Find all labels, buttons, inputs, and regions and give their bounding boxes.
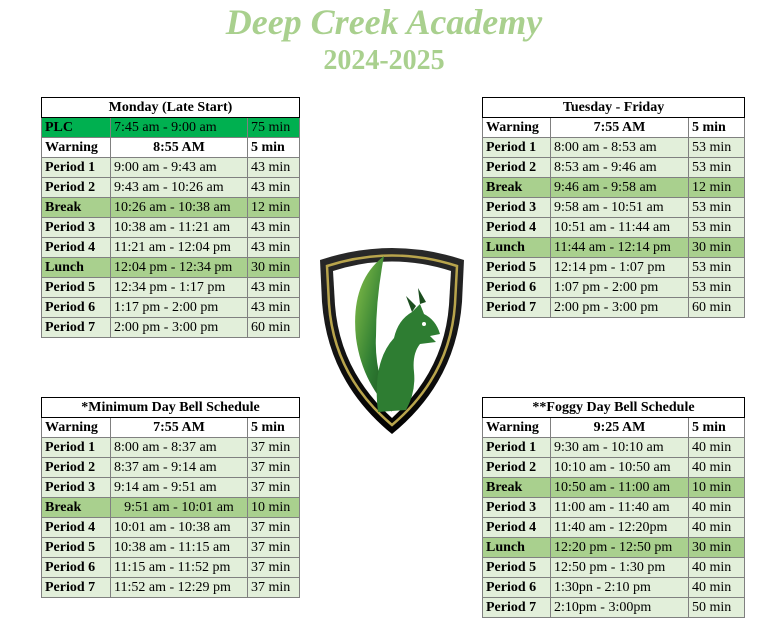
table-row — [42, 318, 300, 338]
table-row — [42, 118, 300, 138]
table-row — [42, 458, 300, 478]
duration: 12 min — [248, 198, 300, 218]
time-range: 2:10pm - 3:00pm — [551, 598, 689, 618]
table-row — [483, 178, 745, 198]
period-label: Period 2 — [42, 458, 111, 478]
duration: 53 min — [689, 258, 745, 278]
duration: 10 min — [689, 478, 745, 498]
duration: 43 min — [248, 238, 300, 258]
duration: 37 min — [248, 478, 300, 498]
table-row — [483, 278, 745, 298]
table-row — [42, 478, 300, 498]
duration: 40 min — [689, 558, 745, 578]
duration: 43 min — [248, 158, 300, 178]
time-range: 9:00 am - 9:43 am — [111, 158, 248, 178]
duration: 40 min — [689, 458, 745, 478]
period-label: Break — [483, 178, 551, 198]
period-label: Period 2 — [483, 158, 551, 178]
table-row — [483, 458, 745, 478]
period-label: Warning — [483, 118, 551, 138]
period-label: Warning — [42, 418, 111, 438]
period-label: Period 3 — [42, 218, 111, 238]
duration: 53 min — [689, 138, 745, 158]
time-range: 10:51 am - 11:44 am — [551, 218, 689, 238]
time-range: 2:00 pm - 3:00 pm — [551, 298, 689, 318]
table-row — [42, 198, 300, 218]
table-row — [483, 578, 745, 598]
period-label: Break — [42, 198, 111, 218]
time-range: 8:55 AM — [111, 138, 248, 158]
period-label: Period 1 — [483, 438, 551, 458]
duration: 30 min — [248, 258, 300, 278]
duration: 50 min — [689, 598, 745, 618]
table-title: Monday (Late Start) — [42, 98, 300, 118]
table-row — [483, 158, 745, 178]
time-range: 12:34 pm - 1:17 pm — [111, 278, 248, 298]
period-label: Lunch — [483, 538, 551, 558]
time-range: 10:38 am - 11:15 am — [111, 538, 248, 558]
table-row — [42, 218, 300, 238]
time-range: 8:53 am - 9:46 am — [551, 158, 689, 178]
table-title: Tuesday - Friday — [483, 98, 745, 118]
table-row — [483, 518, 745, 538]
time-range: 1:17 pm - 2:00 pm — [111, 298, 248, 318]
duration: 10 min — [248, 498, 300, 518]
table-row — [42, 298, 300, 318]
time-range: 7:55 AM — [551, 118, 689, 138]
time-range: 1:07 pm - 2:00 pm — [551, 278, 689, 298]
duration: 43 min — [248, 278, 300, 298]
time-range: 9:43 am - 10:26 am — [111, 178, 248, 198]
time-range: 9:25 AM — [551, 418, 689, 438]
duration: 37 min — [248, 518, 300, 538]
period-label: Period 4 — [42, 518, 111, 538]
duration: 37 min — [248, 538, 300, 558]
time-range: 7:55 AM — [111, 418, 248, 438]
duration: 40 min — [689, 438, 745, 458]
time-range: 9:46 am - 9:58 am — [551, 178, 689, 198]
table-title: *Minimum Day Bell Schedule — [42, 398, 300, 418]
table-row — [42, 578, 300, 598]
table-row — [483, 478, 745, 498]
monday-schedule-table — [41, 97, 300, 338]
period-label: Period 4 — [42, 238, 111, 258]
period-label: Period 3 — [483, 198, 551, 218]
period-label: Period 6 — [483, 278, 551, 298]
duration: 43 min — [248, 298, 300, 318]
duration: 37 min — [248, 458, 300, 478]
duration: 60 min — [689, 298, 745, 318]
table-row — [42, 258, 300, 278]
period-label: Period 5 — [483, 258, 551, 278]
table-row — [42, 418, 300, 438]
time-range: 12:20 pm - 12:50 pm — [551, 538, 689, 558]
period-label: Break — [483, 478, 551, 498]
table-row — [42, 438, 300, 458]
table-row — [42, 498, 300, 518]
duration: 53 min — [689, 278, 745, 298]
table-row — [483, 238, 745, 258]
duration: 60 min — [248, 318, 300, 338]
table-row — [42, 558, 300, 578]
period-label: Period 6 — [483, 578, 551, 598]
table-row — [42, 278, 300, 298]
time-range: 2:00 pm - 3:00 pm — [111, 318, 248, 338]
tuesday-friday-schedule-table — [482, 97, 745, 318]
period-label: Period 4 — [483, 518, 551, 538]
duration: 40 min — [689, 518, 745, 538]
time-range: 10:01 am - 10:38 am — [111, 518, 248, 538]
table-title: **Foggy Day Bell Schedule — [483, 398, 745, 418]
period-label: Period 1 — [42, 438, 111, 458]
table-row — [483, 558, 745, 578]
table-row — [483, 298, 745, 318]
time-range: 11:21 am - 12:04 pm — [111, 238, 248, 258]
period-label: Period 3 — [42, 478, 111, 498]
duration: 30 min — [689, 538, 745, 558]
duration: 53 min — [689, 218, 745, 238]
period-label: Period 3 — [483, 498, 551, 518]
foggy-day-schedule-table — [482, 397, 745, 618]
time-range: 11:40 am - 12:20pm — [551, 518, 689, 538]
table-row — [483, 118, 745, 138]
time-range: 10:50 am - 11:00 am — [551, 478, 689, 498]
duration: 40 min — [689, 498, 745, 518]
duration: 53 min — [689, 198, 745, 218]
period-label: Period 1 — [42, 158, 111, 178]
time-range: 7:45 am - 9:00 am — [111, 118, 248, 138]
period-label: Period 6 — [42, 298, 111, 318]
table-row — [483, 498, 745, 518]
period-label: Period 4 — [483, 218, 551, 238]
time-range: 10:10 am - 10:50 am — [551, 458, 689, 478]
duration: 43 min — [248, 178, 300, 198]
duration: 5 min — [248, 138, 300, 158]
time-range: 8:00 am - 8:53 am — [551, 138, 689, 158]
period-label: Period 7 — [42, 318, 111, 338]
table-row — [483, 418, 745, 438]
period-label: PLC — [42, 118, 111, 138]
table-row — [42, 158, 300, 178]
time-range: 9:14 am - 9:51 am — [111, 478, 248, 498]
period-label: Period 6 — [42, 558, 111, 578]
time-range: 11:44 am - 12:14 pm — [551, 238, 689, 258]
period-label: Warning — [42, 138, 111, 158]
time-range: 10:38 am - 11:21 am — [111, 218, 248, 238]
table-row — [483, 598, 745, 618]
period-label: Period 1 — [483, 138, 551, 158]
period-label: Lunch — [42, 258, 111, 278]
duration: 5 min — [248, 418, 300, 438]
table-row — [42, 178, 300, 198]
duration: 37 min — [248, 578, 300, 598]
time-range: 12:50 pm - 1:30 pm — [551, 558, 689, 578]
period-label: Period 7 — [42, 578, 111, 598]
table-row — [483, 538, 745, 558]
school-year: 2024-2025 — [323, 45, 445, 76]
table-row — [42, 538, 300, 558]
time-range: 1:30pn - 2:10 pm — [551, 578, 689, 598]
period-label: Period 2 — [42, 178, 111, 198]
duration: 37 min — [248, 438, 300, 458]
table-row — [483, 218, 745, 238]
period-label: Period 5 — [42, 538, 111, 558]
table-row — [483, 438, 745, 458]
table-row — [42, 238, 300, 258]
duration: 30 min — [689, 238, 745, 258]
duration: 37 min — [248, 558, 300, 578]
time-range: 12:04 pm - 12:34 pm — [111, 258, 248, 278]
period-label: Period 5 — [483, 558, 551, 578]
duration: 5 min — [689, 418, 745, 438]
duration: 12 min — [689, 178, 745, 198]
time-range: 11:52 am - 12:29 pm — [111, 578, 248, 598]
time-range: 10:26 am - 10:38 am — [111, 198, 248, 218]
dragon-shield-icon — [316, 242, 468, 437]
period-label: Period 7 — [483, 298, 551, 318]
time-range: 11:00 am - 11:40 am — [551, 498, 689, 518]
time-range: 12:14 pm - 1:07 pm — [551, 258, 689, 278]
period-label: Period 5 — [42, 278, 111, 298]
period-label: Period 2 — [483, 458, 551, 478]
table-row — [483, 198, 745, 218]
period-label: Break — [42, 498, 111, 518]
duration: 75 min — [248, 118, 300, 138]
table-row — [42, 138, 300, 158]
time-range: 9:51 am - 10:01 am — [111, 498, 248, 518]
period-label: Period 7 — [483, 598, 551, 618]
duration: 5 min — [689, 118, 745, 138]
page-title: Deep Creek Academy — [225, 2, 543, 42]
minimum-day-schedule-table — [41, 397, 300, 598]
time-range: 11:15 am - 11:52 pm — [111, 558, 248, 578]
table-row — [42, 518, 300, 538]
period-label: Warning — [483, 418, 551, 438]
time-range: 8:00 am - 8:37 am — [111, 438, 248, 458]
time-range: 8:37 am - 9:14 am — [111, 458, 248, 478]
period-label: Lunch — [483, 238, 551, 258]
table-row — [483, 258, 745, 278]
table-row — [483, 138, 745, 158]
duration: 53 min — [689, 158, 745, 178]
duration: 43 min — [248, 218, 300, 238]
duration: 40 min — [689, 578, 745, 598]
time-range: 9:30 am - 10:10 am — [551, 438, 689, 458]
time-range: 9:58 am - 10:51 am — [551, 198, 689, 218]
